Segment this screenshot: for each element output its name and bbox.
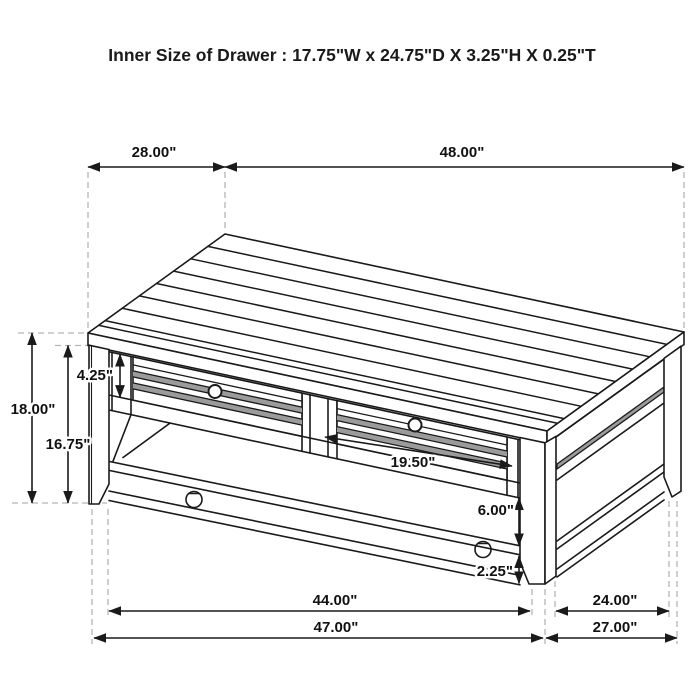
dim-label-drawer-width: 19.50" xyxy=(390,454,436,471)
side-base-rail xyxy=(557,492,664,577)
side-shelf-edge xyxy=(557,464,664,549)
drawer-right-knob xyxy=(409,419,422,432)
front-right-leg-side xyxy=(545,436,556,584)
page-title: Inner Size of Drawer : 17.75"W x 24.75"D X 3.25"H X 0.25"T xyxy=(108,45,596,65)
drawer-left-knob xyxy=(209,385,222,398)
front-right-leg-front xyxy=(520,438,545,585)
dim-label-overall-width: 47.00" xyxy=(313,619,359,636)
back-right-leg xyxy=(664,346,681,497)
dim-label-shelf-opening: 6.00" xyxy=(477,502,514,519)
dim-label-top-width: 48.00" xyxy=(439,144,485,161)
table-drawing xyxy=(88,234,684,585)
dim-label-overall-depth: 27.00" xyxy=(592,619,638,636)
dim-label-overall-height: 18.00" xyxy=(10,401,56,418)
center-stile xyxy=(302,393,337,459)
dim-label-side-leg-span: 24.00" xyxy=(592,592,638,609)
right-stile xyxy=(507,437,518,498)
dim-label-underside-height: 16.75" xyxy=(45,436,91,453)
dim-label-top-depth: 28.00" xyxy=(131,144,177,161)
left-stile xyxy=(112,352,131,414)
dim-label-base-clearance: 2.25" xyxy=(476,563,513,580)
dim-label-drawer-face-height: 4.25" xyxy=(76,367,113,384)
base-rail xyxy=(109,491,520,585)
lower-shelf xyxy=(109,461,520,554)
front-right-leg xyxy=(520,436,556,584)
dim-label-front-leg-span: 44.00" xyxy=(312,592,358,609)
